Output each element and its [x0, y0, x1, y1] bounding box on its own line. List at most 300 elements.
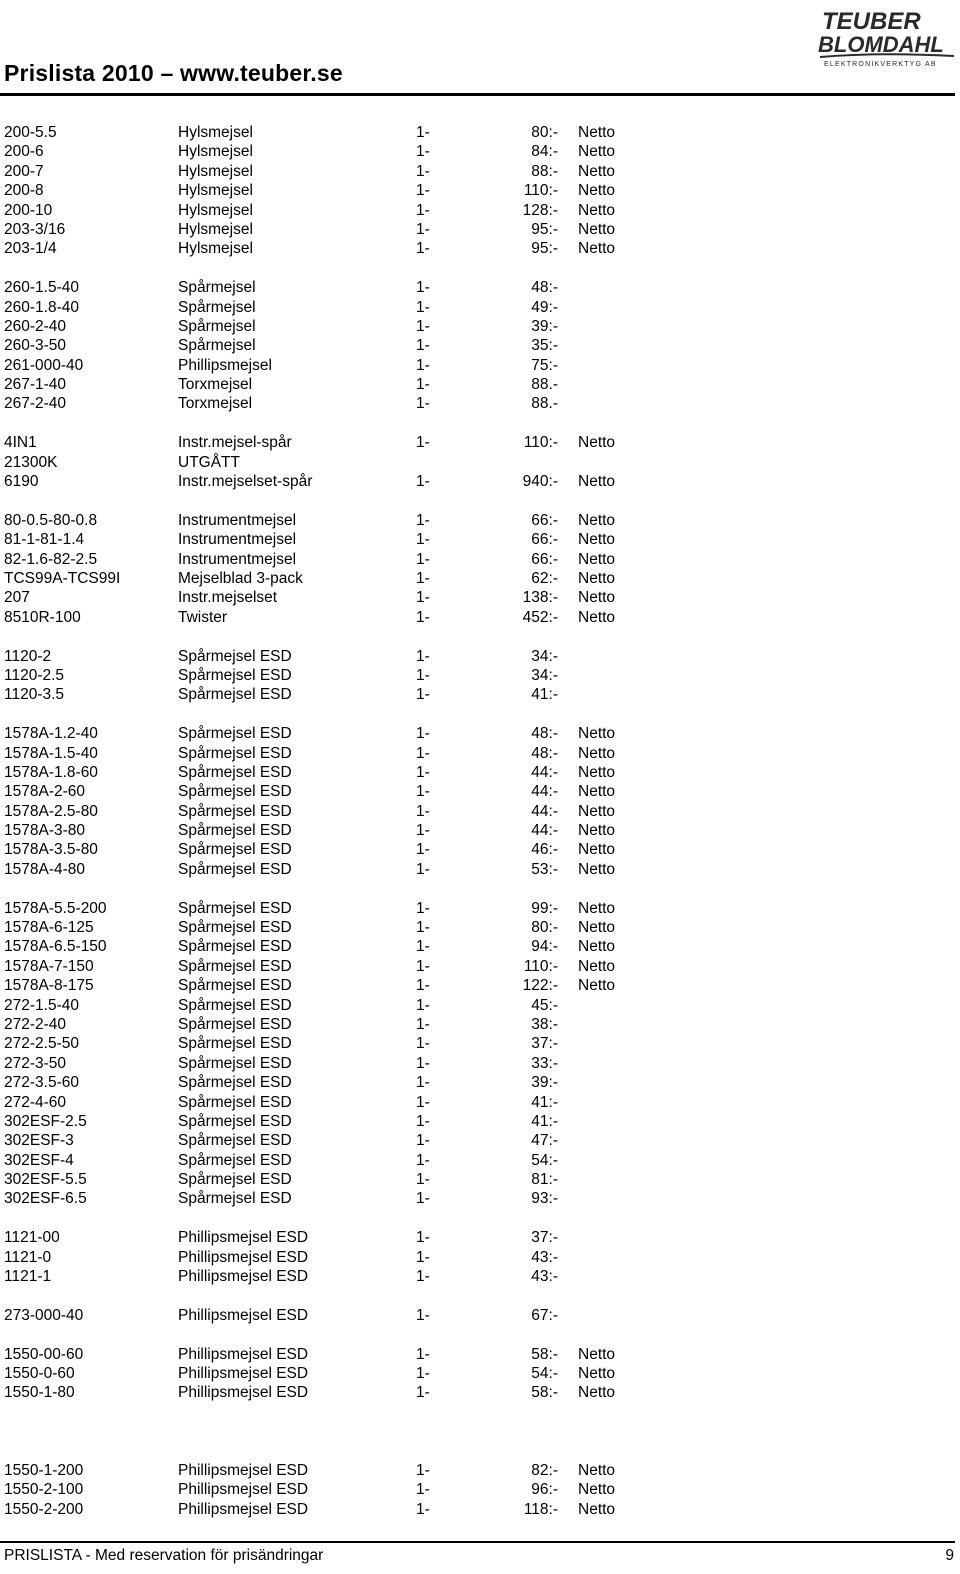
list-item — [0, 1054, 960, 1073]
article-number: 1550-2-200 — [4, 1500, 84, 1518]
netto-flag: Netto — [578, 744, 616, 762]
netto-flag: Netto — [578, 783, 616, 801]
article-number: 200-5.5 — [4, 124, 57, 141]
footer-rule — [0, 1541, 955, 1543]
price: 58:- — [531, 1384, 558, 1402]
article-number: 1121-1 — [4, 1268, 52, 1286]
netto-flag: Netto — [578, 220, 616, 238]
description: Phillipsmejsel — [178, 356, 272, 374]
description: Spårmejsel ESD — [178, 744, 292, 762]
price: 37:- — [531, 1035, 558, 1053]
description: Hylsmejsel — [178, 240, 253, 258]
description: Spårmejsel ESD — [178, 899, 292, 917]
description: Instr.mejsel-spår — [178, 434, 292, 452]
netto-flag: Netto — [578, 550, 616, 568]
list-item — [0, 1073, 960, 1092]
quantity: 1- — [416, 589, 430, 607]
quantity: 1- — [416, 1268, 430, 1286]
price: 48:- — [531, 279, 558, 297]
list-item — [0, 763, 960, 782]
description: Spårmejsel ESD — [178, 977, 292, 995]
quantity: 1- — [416, 1461, 430, 1479]
quantity: 1- — [416, 143, 430, 161]
description: Instr.mejselset — [178, 589, 278, 607]
quantity: 1- — [416, 1054, 430, 1072]
article-number: 21300K — [4, 453, 58, 471]
list-item — [0, 298, 960, 317]
list-item — [0, 1015, 960, 1034]
price: 99:- — [531, 899, 558, 917]
price: 95:- — [531, 220, 558, 238]
quantity: 1- — [416, 608, 430, 626]
price: 82:- — [531, 1461, 558, 1479]
article-number: 302ESF-2.5 — [4, 1112, 87, 1130]
description: Hylsmejsel — [178, 220, 253, 238]
page-number: 9 — [945, 1547, 954, 1564]
article-number: 207 — [4, 589, 30, 607]
netto-flag: Netto — [578, 531, 616, 549]
article-number: 302ESF-4 — [4, 1151, 74, 1169]
quantity: 1- — [416, 1248, 430, 1266]
price: 88.- — [531, 376, 558, 394]
price: 110:- — [523, 434, 558, 452]
article-number: 260-2-40 — [4, 317, 67, 335]
price: 39:- — [531, 317, 558, 335]
article-number: 267-1-40 — [4, 376, 67, 394]
price: 138:- — [522, 589, 558, 607]
quantity: 1- — [416, 201, 430, 219]
list-item — [0, 530, 960, 549]
netto-flag: Netto — [578, 473, 616, 491]
list-item — [0, 608, 960, 627]
article-number: 1578A-3.5-80 — [4, 841, 98, 859]
list-item — [0, 744, 960, 763]
quantity: 1- — [416, 647, 430, 665]
list-item — [0, 685, 960, 704]
list-item — [0, 317, 960, 336]
list-item — [0, 860, 960, 879]
quantity: 1- — [416, 1093, 430, 1111]
list-item — [0, 220, 960, 239]
price: 66:- — [531, 550, 558, 568]
netto-flag: Netto — [578, 1345, 616, 1363]
quantity: 1- — [416, 957, 430, 975]
description: Spårmejsel ESD — [178, 919, 292, 937]
list-item — [0, 1267, 960, 1286]
price: 46:- — [531, 841, 558, 859]
description: Spårmejsel — [178, 298, 256, 316]
description: Spårmejsel ESD — [178, 996, 292, 1014]
description: Spårmejsel — [178, 317, 256, 335]
article-number: 302ESF-5.5 — [4, 1171, 87, 1189]
netto-flag: Netto — [578, 822, 616, 840]
article-number: 1578A-3-80 — [4, 822, 86, 840]
article-number: 1550-1-200 — [4, 1461, 84, 1479]
description: Phillipsmejsel ESD — [178, 1500, 309, 1518]
description: Spårmejsel ESD — [178, 1190, 292, 1208]
group-spacer — [0, 1403, 960, 1461]
list-item — [0, 394, 960, 413]
list-item — [0, 550, 960, 569]
quantity: 1- — [416, 279, 430, 297]
group-spacer — [0, 705, 960, 724]
price: 44:- — [531, 783, 558, 801]
list-item — [0, 588, 960, 607]
article-number: 267-2-40 — [4, 395, 67, 413]
netto-flag: Netto — [578, 860, 616, 878]
quantity: 1- — [416, 511, 430, 529]
list-item — [0, 375, 960, 394]
price: 88:- — [531, 162, 558, 180]
netto-flag: Netto — [578, 763, 616, 781]
description: Spårmejsel — [178, 337, 256, 355]
quantity: 1- — [416, 899, 430, 917]
netto-flag: Netto — [578, 977, 616, 995]
svg-text:BLOMDAHL: BLOMDAHL — [818, 32, 944, 57]
description: Spårmejsel ESD — [178, 647, 292, 665]
list-item — [0, 278, 960, 297]
list-item — [0, 918, 960, 937]
netto-flag: Netto — [578, 182, 616, 200]
article-number: 272-4-60 — [4, 1093, 67, 1111]
price: 81:- — [531, 1171, 558, 1189]
description: Twister — [178, 608, 228, 626]
quantity: 1- — [416, 996, 430, 1014]
description: Spårmejsel ESD — [178, 1035, 292, 1053]
group-spacer — [0, 879, 960, 898]
price: 84:- — [531, 143, 558, 161]
quantity: 1- — [416, 434, 430, 452]
price: 34:- — [531, 666, 558, 684]
list-item — [0, 123, 960, 142]
description: Spårmejsel ESD — [178, 783, 292, 801]
price: 93:- — [531, 1190, 558, 1208]
article-number: 81-1-81-1.4 — [4, 531, 85, 549]
netto-flag: Netto — [578, 802, 616, 820]
netto-flag: Netto — [578, 841, 616, 859]
netto-flag: Netto — [578, 899, 616, 917]
list-item — [0, 1345, 960, 1364]
quantity: 1- — [416, 841, 430, 859]
netto-flag: Netto — [578, 1384, 616, 1402]
netto-flag: Netto — [578, 143, 616, 161]
description: Hylsmejsel — [178, 182, 253, 200]
quantity: 1- — [416, 569, 430, 587]
article-number: 273-000-40 — [4, 1306, 84, 1324]
article-number: 260-3-50 — [4, 337, 67, 355]
price: 49:- — [531, 298, 558, 316]
list-item — [0, 802, 960, 821]
article-number: 1121-00 — [4, 1229, 60, 1247]
price: 110:- — [523, 182, 558, 200]
quantity: 1- — [416, 1171, 430, 1189]
price: 110:- — [523, 957, 558, 975]
article-number: 1120-3.5 — [4, 686, 65, 704]
group-spacer — [0, 1286, 960, 1305]
article-number: 1578A-1.5-40 — [4, 744, 98, 762]
list-item — [0, 1461, 960, 1480]
list-item — [0, 1170, 960, 1189]
description: Hylsmejsel — [178, 162, 253, 180]
netto-flag: Netto — [578, 201, 616, 219]
price: 41:- — [531, 686, 558, 704]
description: Spårmejsel ESD — [178, 666, 292, 684]
description: Phillipsmejsel ESD — [178, 1461, 309, 1479]
article-number: 272-2-40 — [4, 1015, 67, 1033]
price: 53:- — [531, 860, 558, 878]
quantity: 1- — [416, 1112, 430, 1130]
netto-flag: Netto — [578, 1365, 616, 1382]
page-title: Prislista 2010 – www.teuber.se — [4, 60, 343, 86]
article-number: 1578A-7-150 — [4, 957, 94, 975]
description: Instrumentmejsel — [178, 531, 297, 549]
list-item — [0, 724, 960, 743]
list-item — [0, 1480, 960, 1499]
price: 33:- — [531, 1054, 558, 1072]
quantity: 1- — [416, 919, 430, 937]
group-spacer — [0, 1325, 960, 1344]
netto-flag: Netto — [578, 589, 616, 607]
quantity: 1- — [416, 1306, 430, 1324]
netto-flag: Netto — [578, 1500, 616, 1518]
article-number: 1578A-1.8-60 — [4, 763, 98, 781]
price: 75:- — [531, 356, 558, 374]
quantity: 1- — [416, 1132, 430, 1150]
description: Spårmejsel ESD — [178, 1132, 292, 1150]
description: Instrumentmejsel — [178, 511, 297, 529]
quantity: 1- — [416, 182, 430, 200]
description: Spårmejsel ESD — [178, 1093, 292, 1111]
netto-flag: Netto — [578, 725, 616, 743]
list-item — [0, 239, 960, 258]
article-number: 4IN1 — [4, 434, 37, 452]
list-item — [0, 1131, 960, 1150]
description: Torxmejsel — [178, 376, 253, 394]
price: 128:- — [522, 201, 558, 219]
list-item — [0, 1034, 960, 1053]
description: Spårmejsel ESD — [178, 938, 292, 956]
article-number: 272-1.5-40 — [4, 996, 79, 1014]
description: Phillipsmejsel ESD — [178, 1481, 309, 1499]
description: Instrumentmejsel — [178, 550, 297, 568]
quantity: 1- — [416, 1015, 430, 1033]
list-item — [0, 1112, 960, 1131]
description: Spårmejsel ESD — [178, 725, 292, 743]
article-number: 1120-2.5 — [4, 666, 65, 684]
list-item — [0, 957, 960, 976]
group-spacer — [0, 414, 960, 433]
quantity: 1- — [416, 860, 430, 878]
price: 118:- — [523, 1500, 558, 1518]
description: Spårmejsel — [178, 279, 256, 297]
price: 452:- — [522, 608, 558, 626]
price: 67:- — [531, 1306, 558, 1324]
article-number: 272-3.5-60 — [4, 1074, 79, 1092]
article-number: 1550-0-60 — [4, 1365, 75, 1382]
description: UTGÅTT — [178, 453, 240, 471]
price: 38:- — [531, 1015, 558, 1033]
quantity: 1- — [416, 1481, 430, 1499]
list-item — [0, 181, 960, 200]
quantity: 1- — [416, 977, 430, 995]
price: 54:- — [531, 1365, 558, 1382]
article-number: 272-2.5-50 — [4, 1035, 79, 1053]
netto-flag: Netto — [578, 240, 616, 258]
article-number: 203-3/16 — [4, 220, 66, 238]
description: Phillipsmejsel ESD — [178, 1345, 309, 1363]
list-item — [0, 1500, 960, 1519]
netto-flag: Netto — [578, 511, 616, 529]
description: Torxmejsel — [178, 395, 253, 413]
quantity: 1- — [416, 1190, 430, 1208]
company-logo — [818, 4, 958, 74]
description: Instr.mejselset-spår — [178, 473, 313, 491]
quantity: 1- — [416, 124, 430, 141]
article-number: 260-1.8-40 — [4, 298, 79, 316]
list-item — [0, 899, 960, 918]
list-item — [0, 840, 960, 859]
quantity: 1- — [416, 356, 430, 374]
description: Phillipsmejsel ESD — [178, 1365, 309, 1382]
netto-flag: Netto — [578, 1461, 616, 1479]
price: 44:- — [531, 802, 558, 820]
footer-note: PRISLISTA - Med reservation för prisändringar — [4, 1547, 324, 1564]
price: 48:- — [531, 725, 558, 743]
article-number: 200-6 — [4, 143, 44, 161]
description: Mejselblad 3-pack — [178, 569, 303, 587]
list-item — [0, 142, 960, 161]
article-number: 1550-1-80 — [4, 1384, 75, 1402]
price: 80:- — [531, 124, 558, 141]
netto-flag: Netto — [578, 608, 616, 626]
article-number: 260-1.5-40 — [4, 279, 79, 297]
article-number: 272-3-50 — [4, 1054, 67, 1072]
price: 44:- — [531, 822, 558, 840]
description: Spårmejsel ESD — [178, 1015, 292, 1033]
article-number: 1578A-2-60 — [4, 783, 86, 801]
list-item — [0, 201, 960, 220]
quantity: 1- — [416, 162, 430, 180]
netto-flag: Netto — [578, 938, 616, 956]
price: 44:- — [531, 763, 558, 781]
list-item — [0, 821, 960, 840]
article-number: 1120-2 — [4, 647, 52, 665]
article-number: 1578A-6.5-150 — [4, 938, 107, 956]
price: 88.- — [531, 395, 558, 413]
description: Hylsmejsel — [178, 124, 253, 141]
quantity: 1- — [416, 1384, 430, 1402]
article-number: 1578A-4-80 — [4, 860, 86, 878]
price: 96:- — [531, 1481, 558, 1499]
price: 41:- — [531, 1112, 558, 1130]
quantity: 1- — [416, 317, 430, 335]
price: 80:- — [531, 919, 558, 937]
quantity: 1- — [416, 298, 430, 316]
quantity: 1- — [416, 240, 430, 258]
price: 41:- — [531, 1093, 558, 1111]
description: Spårmejsel ESD — [178, 1151, 292, 1169]
group-spacer — [0, 259, 960, 278]
price-list — [0, 123, 960, 1519]
article-number: 1578A-1.2-40 — [4, 725, 98, 743]
price: 48:- — [531, 744, 558, 762]
list-item — [0, 1364, 960, 1383]
quantity: 1- — [416, 666, 430, 684]
price: 43:- — [531, 1248, 558, 1266]
list-item — [0, 996, 960, 1015]
quantity: 1- — [416, 395, 430, 413]
price: 66:- — [531, 511, 558, 529]
quantity: 1- — [416, 531, 430, 549]
list-item — [0, 453, 960, 472]
price: 47:- — [531, 1132, 558, 1150]
description: Spårmejsel ESD — [178, 1074, 292, 1092]
description: Spårmejsel ESD — [178, 1171, 292, 1189]
description: Phillipsmejsel ESD — [178, 1268, 309, 1286]
quantity: 1- — [416, 1151, 430, 1169]
description: Spårmejsel ESD — [178, 1112, 292, 1130]
article-number: 1578A-6-125 — [4, 919, 94, 937]
quantity: 1- — [416, 1365, 430, 1382]
article-number: 302ESF-3 — [4, 1132, 74, 1150]
quantity: 1- — [416, 725, 430, 743]
group-spacer — [0, 1209, 960, 1228]
svg-text:ELEKTRONIKVERKTYG AB: ELEKTRONIKVERKTYG AB — [824, 61, 937, 68]
list-item — [0, 1189, 960, 1208]
description: Spårmejsel ESD — [178, 802, 292, 820]
article-number: 203-1/4 — [4, 240, 57, 258]
list-item — [0, 1093, 960, 1112]
netto-flag: Netto — [578, 124, 616, 141]
list-item — [0, 511, 960, 530]
svg-text:TEUBER: TEUBER — [822, 8, 921, 35]
article-number: 1578A-2.5-80 — [4, 802, 98, 820]
list-item — [0, 336, 960, 355]
list-item — [0, 433, 960, 452]
netto-flag: Netto — [578, 569, 616, 587]
price: 58:- — [531, 1345, 558, 1363]
description: Phillipsmejsel ESD — [178, 1384, 309, 1402]
article-number: 1578A-8-175 — [4, 977, 94, 995]
quantity: 1- — [416, 744, 430, 762]
price: 95:- — [531, 240, 558, 258]
article-number: 82-1.6-82-2.5 — [4, 550, 98, 568]
price: 39:- — [531, 1074, 558, 1092]
list-item — [0, 1248, 960, 1267]
quantity: 1- — [416, 473, 430, 491]
list-item — [0, 782, 960, 801]
price: 94:- — [531, 938, 558, 956]
netto-flag: Netto — [578, 434, 616, 452]
netto-flag: Netto — [578, 957, 616, 975]
quantity: 1- — [416, 550, 430, 568]
quantity: 1- — [416, 822, 430, 840]
header-rule — [0, 93, 955, 96]
description: Spårmejsel ESD — [178, 686, 292, 704]
list-item — [0, 1306, 960, 1325]
quantity: 1- — [416, 337, 430, 355]
quantity: 1- — [416, 783, 430, 801]
price: 45:- — [531, 996, 558, 1014]
quantity: 1- — [416, 1035, 430, 1053]
netto-flag: Netto — [578, 162, 616, 180]
price: 37:- — [531, 1229, 558, 1247]
article-number: 1550-00-60 — [4, 1345, 84, 1363]
quantity: 1- — [416, 686, 430, 704]
description: Hylsmejsel — [178, 201, 253, 219]
article-number: 302ESF-6.5 — [4, 1190, 87, 1208]
price: 54:- — [531, 1151, 558, 1169]
